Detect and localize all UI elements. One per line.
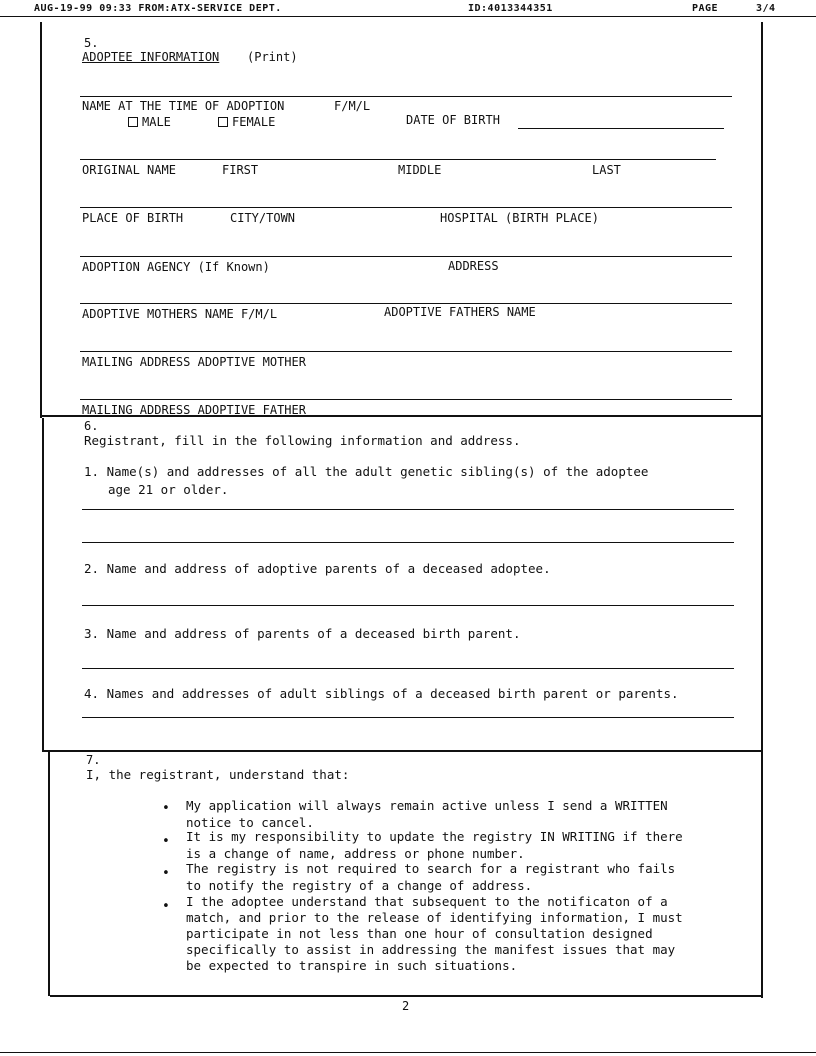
section-7-intro: I, the registrant, understand that: [86,767,350,782]
fml-label: F/M/L [334,99,371,113]
section-5-title-suffix: (Print) [247,50,298,64]
female-label: FEMALE [232,115,276,129]
mailing-address-father-label: MAILING ADDRESS ADOPTIVE FATHER [82,403,306,417]
checkbox-icon [128,117,138,127]
fax-header-page-label: PAGE [692,3,719,14]
fax-header-id: ID:4013344351 [468,3,553,14]
adoptive-parents-line[interactable] [80,303,732,304]
agency-label: ADOPTION AGENCY (If Known) [82,260,270,274]
hospital-label: HOSPITAL (BIRTH PLACE) [440,211,599,225]
checkbox-icon [218,117,228,127]
bullet-4-line-2: match, and prior to the release of identifying information, I must [186,910,683,925]
item-4-answer-line[interactable] [82,717,734,718]
fax-header-sender: AUG-19-99 09:33 FROM:ATX-SERVICE DEPT. [34,3,282,14]
mailing-address-mother-label: MAILING ADDRESS ADOPTIVE MOTHER [82,355,306,369]
dob-line[interactable] [518,128,724,129]
section-6-intro: Registrant, fill in the following information and address. [84,433,521,448]
bullet-2-line-2: is a change of name, address or phone number. [186,846,525,861]
item-2-text: 2. Name and address of adoptive parents of a deceased adoptee. [84,561,551,576]
bullet-4-line-3: participate in not less than one hour of consultation designed [186,926,653,941]
item-1-line-2: age 21 or older. [108,482,229,497]
item-2-answer-line[interactable] [82,605,734,606]
male-label: MALE [142,115,171,129]
female-checkbox[interactable] [218,115,275,129]
section-7-number: 7. [86,753,101,767]
original-name-line[interactable] [80,159,716,160]
bottom-scan-edge [0,1052,816,1053]
place-of-birth-line[interactable] [80,207,732,208]
name-at-adoption-line[interactable] [80,96,732,97]
dob-label: DATE OF BIRTH [406,113,500,127]
item-3-answer-line[interactable] [82,668,734,669]
mailing-mother-line[interactable] [80,351,732,352]
bullet-3-line-1: The registry is not required to search for a registrant who fails [186,861,676,876]
bullet-3-line-2: to notify the registry of a change of address. [186,878,533,893]
first-label: FIRST [222,163,259,177]
page-number: 2 [402,999,410,1013]
last-label: LAST [592,163,621,177]
item-1-line-1: 1. Name(s) and addresses of all the adult genetic sibling(s) of the adoptee [84,464,649,479]
fax-header-rule [0,16,816,17]
bullet-4-line-1: I the adoptee understand that subsequent to the notificaton of a [186,894,668,909]
place-of-birth-label: PLACE OF BIRTH [82,211,184,225]
item-4-text: 4. Names and addresses of adult siblings of a deceased birth parent or parents. [84,686,679,701]
item-1-answer-line-1[interactable] [82,509,734,510]
bullet-2-line-1: It is my responsibility to update the registry IN WRITING if there [186,829,683,844]
section-5-title: ADOPTEE INFORMATION [82,50,220,64]
item-1-answer-line-2[interactable] [82,542,734,543]
section-5-number: 5. [84,36,99,50]
original-name-label: ORIGINAL NAME [82,163,176,177]
adoptive-fathers-name-label: ADOPTIVE FATHERS NAME [384,305,536,319]
agency-address-label: ADDRESS [448,259,499,273]
mailing-father-line[interactable] [80,399,732,400]
fax-header-page-num: 3/4 [756,3,776,14]
name-at-adoption-label: NAME AT THE TIME OF ADOPTION [82,99,285,113]
bullet-icon: • [162,834,170,849]
bullet-4-line-4: specifically to assist in addressing the manifest issues that may [186,942,676,957]
bullet-1-line-1: My application will always remain active unless I send a WRITTEN [186,798,668,813]
section-6-number: 6. [84,419,99,433]
bullet-icon: • [162,801,170,816]
bullet-icon: • [162,866,170,881]
male-checkbox[interactable] [128,115,171,129]
bullet-4-line-5: be expected to transpire in such situations. [186,958,518,973]
middle-label: MIDDLE [398,163,442,177]
item-3-text: 3. Name and address of parents of a deceased birth parent. [84,626,521,641]
bullet-1-line-2: notice to cancel. [186,815,314,830]
bullet-icon: • [162,899,170,914]
agency-line[interactable] [80,256,732,257]
adoptive-mothers-name-label: ADOPTIVE MOTHERS NAME F/M/L [82,307,278,321]
city-town-label: CITY/TOWN [230,211,296,225]
